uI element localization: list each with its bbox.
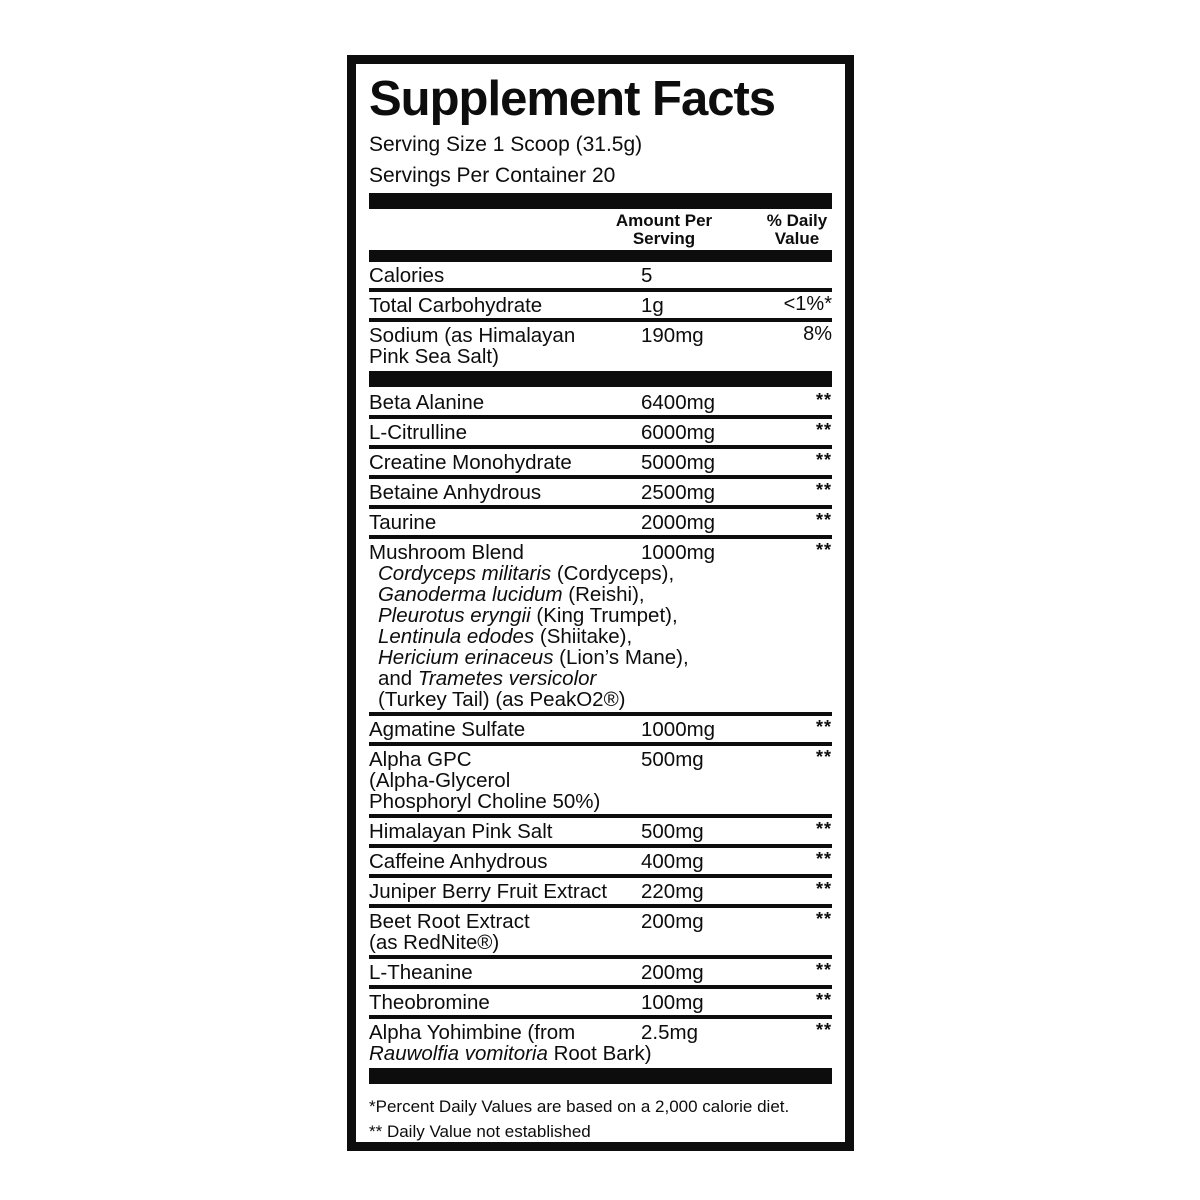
amount-value: 190mg [641,324,704,347]
text-segment: L-Theanine [369,961,473,984]
divider-bar-thick [369,1068,832,1084]
ingredient-subline [369,584,832,605]
text-segment: (Turkey Tail) (as PeakO2®) [378,688,626,711]
latin-name-segment: Hericium erinaceus [378,646,554,669]
ingredient-name [369,992,832,1013]
daily-value: ** [815,390,832,410]
amount-value: 6400mg [641,391,716,414]
ingredient-row [369,292,832,322]
ingredient-row [369,509,832,539]
ingredient-name [369,422,832,443]
servings-per-container-text: Servings Per Container 20 [369,164,616,187]
footnotes [369,1094,832,1144]
column-headers-row [369,209,832,250]
daily-value: ** [815,1020,832,1040]
divider-bar-thick [369,371,832,387]
daily-value: ** [815,540,832,560]
text-segment: Sodium (as Himalayan [369,324,576,347]
ingredient-subline [369,647,832,668]
ingredient-name [369,770,832,791]
ingredient-row [369,746,832,818]
text-segment: Juniper Berry Fruit Extract [369,880,608,903]
text-segment: Pink Sea Salt) [369,345,499,368]
ingredient-name [369,392,832,413]
ingredient-row [369,989,832,1019]
amount-value: 5000mg [641,451,716,474]
ingredient-name [369,962,832,983]
text-segment: Taurine [369,511,437,534]
daily-value: ** [815,819,832,839]
amount-value: 2500mg [641,481,716,504]
daily-value: ** [815,747,832,767]
text-segment: Mushroom Blend [369,541,524,564]
daily-header-line1: % Daily [766,211,828,230]
ingredient-rows-section [369,389,832,1066]
ingredient-name [369,295,832,316]
ingredient-row [369,959,832,989]
text-segment: Alpha Yohimbine (from [369,1021,576,1044]
amount-value: 220mg [641,880,704,903]
supplement-facts-panel [347,55,854,1151]
amount-value: 5 [641,264,653,287]
latin-name-segment: Cordyceps militaris [378,562,552,585]
amount-value: 100mg [641,991,704,1014]
text-segment: Beet Root Extract [369,910,530,933]
ingredient-row [369,818,832,848]
text-segment: Alpha GPC [369,748,472,771]
latin-name-segment: Lentinula edodes [378,625,535,648]
latin-name-segment: Pleurotus eryngii [378,604,531,627]
ingredient-name [369,749,832,770]
text-segment: (Cordyceps), [551,562,675,585]
amount-value: 6000mg [641,421,716,444]
text-segment: Theobromine [369,991,490,1014]
daily-value: ** [815,990,832,1010]
ingredient-row [369,419,832,449]
percent-daily-value-header [762,212,832,248]
ingredient-name [369,719,832,740]
text-segment: Phosphoryl Choline 50%) [369,790,601,813]
amount-value: 200mg [641,961,704,984]
ingredient-subline [369,689,832,710]
panel-title: Supplement Facts [369,72,776,126]
ingredient-row [369,539,832,716]
daily-value: ** [815,849,832,869]
daily-value: ** [815,450,832,470]
daily-value: ** [815,879,832,899]
amount-value: 1000mg [641,718,716,741]
ingredient-name [369,325,832,346]
text-segment: Caffeine Anhydrous [369,850,548,873]
ingredient-name [369,821,832,842]
daily-value: ** [815,960,832,980]
text-segment: Root Bark) [547,1042,652,1065]
daily-value: ** [815,480,832,500]
ingredient-name [369,482,832,503]
text-segment: Creatine Monohydrate [369,451,572,474]
ingredient-name [369,851,832,872]
ingredient-name [369,265,832,286]
daily-value: 8% [803,323,832,345]
ingredient-row [369,848,832,878]
ingredient-name [369,1022,832,1043]
amount-per-serving-header [569,212,759,248]
text-segment: (Reishi), [562,583,645,606]
ingredient-name [369,911,832,932]
ingredient-row [369,878,832,908]
ingredient-row [369,479,832,509]
text-segment: Agmatine Sulfate [369,718,526,741]
ingredient-name [369,542,832,563]
amount-header-line1: Amount Per [615,211,713,230]
ingredient-name [369,932,832,953]
ingredient-row [369,908,832,959]
ingredient-name [369,452,832,473]
daily-value: ** [815,420,832,440]
amount-value: 2000mg [641,511,716,534]
ingredient-name [369,881,832,902]
divider-bar-medium [369,250,832,262]
ingredient-row [369,716,832,746]
latin-name-segment: Ganoderma lucidum [378,583,563,606]
text-segment: (Lion’s Mane), [553,646,689,669]
amount-value: 500mg [641,748,704,771]
text-segment: Betaine Anhydrous [369,481,542,504]
ingredient-name [369,346,832,367]
text-segment: (Alpha-Glycerol [369,769,511,792]
text-segment: L-Citrulline [369,421,467,444]
ingredient-name [369,512,832,533]
amount-value: 500mg [641,820,704,843]
ingredient-row [369,1019,832,1066]
footnote-not-established: ** Daily Value not established [369,1122,591,1141]
text-segment: Beta Alanine [369,391,485,414]
amount-value: 1g [641,294,664,317]
text-segment: (King Trumpet), [530,604,678,627]
ingredient-subline [369,563,832,584]
nutrient-rows-section [369,262,832,369]
amount-value: 200mg [641,910,704,933]
ingredient-subline [369,626,832,647]
serving-size-text: Serving Size 1 Scoop (31.5g) [369,133,643,156]
ingredient-subline [369,668,832,689]
amount-header-line2: Serving [632,229,696,248]
footnote-daily-values: *Percent Daily Values are based on a 2,000 calorie diet. [369,1097,790,1116]
ingredient-row [369,449,832,479]
ingredient-name [369,1043,832,1064]
text-segment: (as RedNite®) [369,931,500,954]
text-segment: and [378,667,418,690]
ingredient-row [369,389,832,419]
ingredient-subline [369,605,832,626]
text-segment: Himalayan Pink Salt [369,820,553,843]
daily-value: ** [815,717,832,737]
ingredient-name [369,791,832,812]
amount-value: 400mg [641,850,704,873]
latin-name-segment: Trametes versicolor [417,667,597,690]
amount-value: 1000mg [641,541,716,564]
text-segment: Total Carbohydrate [369,294,543,317]
latin-name-segment: Rauwolfia vomitoria [369,1042,548,1065]
text-segment: (Shiitake), [534,625,633,648]
daily-value: <1%* [783,293,832,315]
daily-value: ** [815,909,832,929]
divider-bar-thick [369,193,832,209]
ingredient-row [369,322,832,369]
amount-value: 2.5mg [641,1021,698,1044]
text-segment: Calories [369,264,445,287]
daily-value: ** [815,510,832,530]
ingredient-row [369,262,832,292]
daily-header-line2: Value [774,229,820,248]
